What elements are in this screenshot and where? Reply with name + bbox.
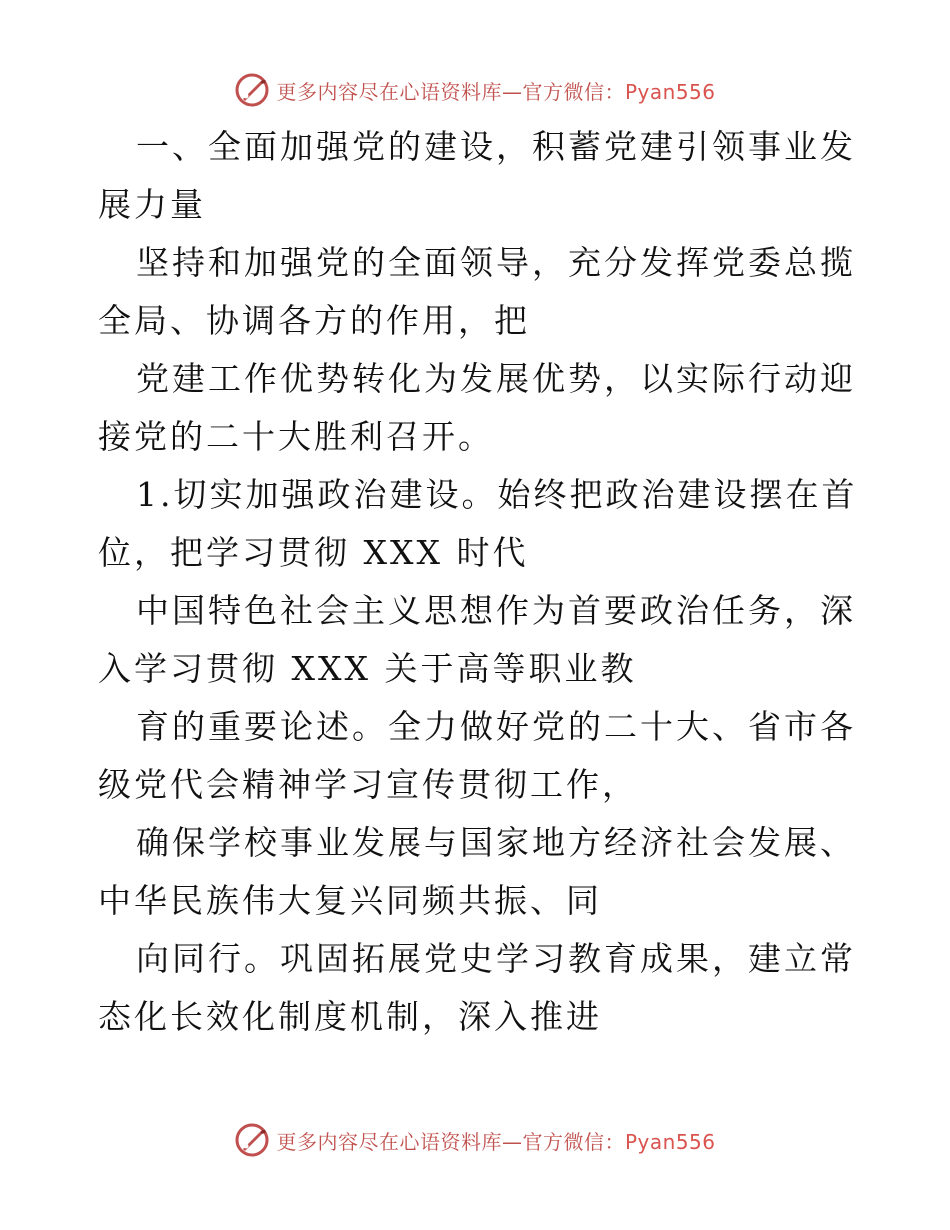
header-watermark (0, 70, 950, 110)
paragraph: 坚持和加强党的全面领导，充分发挥党委总揽全局、协调各方的作用，把 (98, 243, 856, 340)
paragraph: 育的重要论述。全力做好党的二十大、省市各级党代会精神学习宣传贯彻工作， (98, 707, 856, 804)
quill-pen-logo-icon (234, 72, 270, 108)
watermark-text: 更多内容尽在心语资料库—官方微信：Pyan556 (276, 79, 716, 104)
document-body (98, 118, 858, 1046)
quill-pen-logo-icon (234, 1122, 270, 1158)
paragraph: 党建工作优势转化为发展优势，以实际行动迎接党的二十大胜利召开。 (98, 359, 856, 456)
paragraph: 确保学校事业发展与国家地方经济社会发展、中华民族伟大复兴同频共振、同 (98, 823, 856, 920)
wechat-handle: Pyan556 (624, 79, 716, 104)
footer-watermark (0, 1120, 950, 1160)
wechat-handle: Pyan556 (624, 1129, 716, 1154)
section-heading: 一、全面加强党的建设，积蓄党建引领事业发展力量 (98, 127, 856, 224)
paragraph: 中国特色社会主义思想作为首要政治任务，深入学习贯彻 XXX 关于高等职业教 (98, 591, 856, 688)
paragraph: 向同行。巩固拓展党史学习教育成果，建立常态化长效化制度机制，深入推进 (98, 939, 856, 1036)
watermark-text: 更多内容尽在心语资料库—官方微信：Pyan556 (276, 1129, 716, 1154)
paragraph: 1.切实加强政治建设。始终把政治建设摆在首位，把学习贯彻 XXX 时代 (98, 475, 858, 572)
